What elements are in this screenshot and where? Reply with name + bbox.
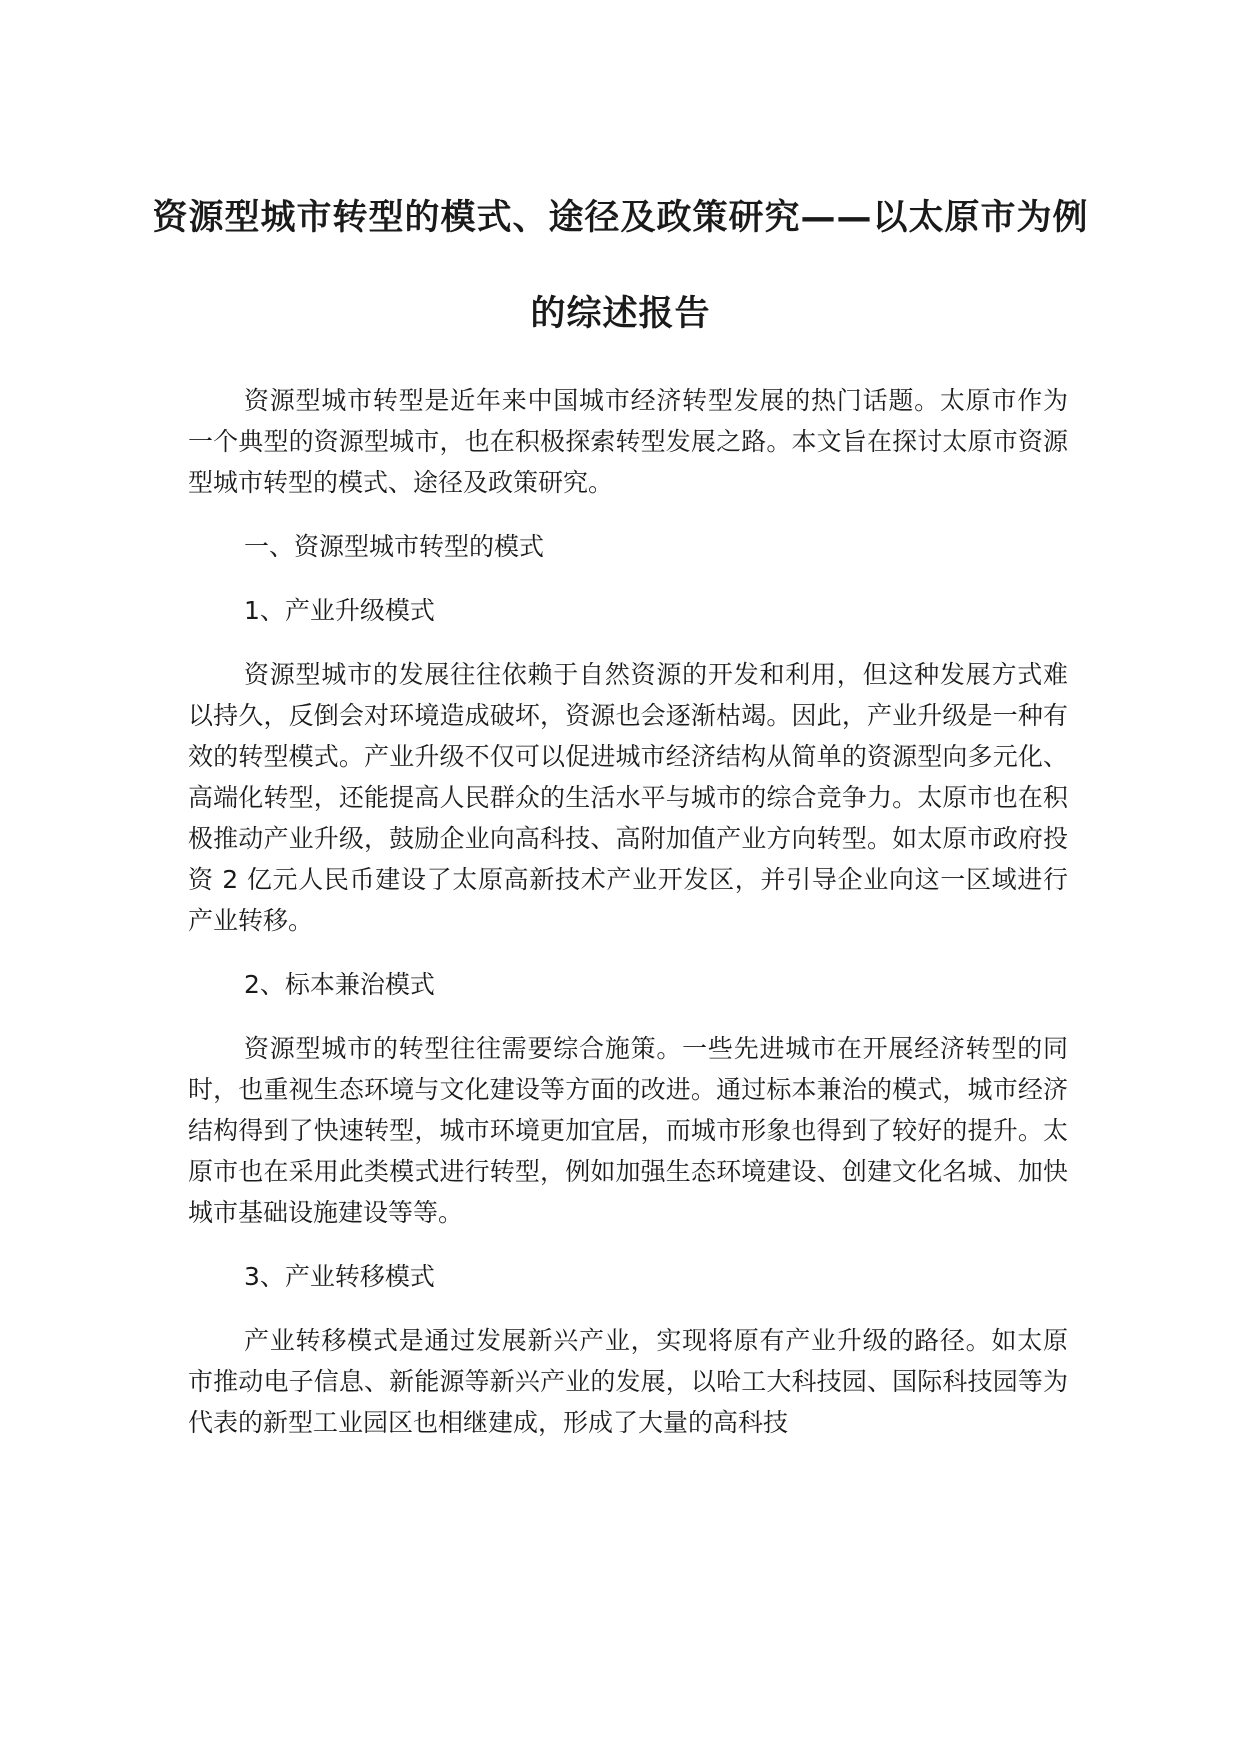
intro-paragraph: 资源型城市转型是近年来中国城市经济转型发展的热门话题。太原市作为一个典型的资源型城市，也在积极探索转型发展之路。本文旨在探讨太原市资源型城市转型的模式、途径及政策研究。 bbox=[188, 386, 1068, 497]
document-body bbox=[188, 380, 1068, 1466]
section-heading-1: 一、资源型城市转型的模式 bbox=[244, 532, 545, 561]
subsection-paragraph-1: 资源型城市的发展往往依赖于自然资源的开发和利用，但这种发展方式难以持久，反倒会对环境造成破坏，资源也会逐渐枯竭。因此，产业升级是一种有效的转型模式。产业升级不仅可以促进城市经济结构从简单的资源型向多元化、高端化转型，还能提高人民群众的生活水平与城市的综合竞争力。太原市也在积极推动产业升级，鼓励企业向高科技、高附加值产业方向转型。如太原市政府投资 2 亿元人民币建设了太原高新技术产业开发区，并引导企业向这一区域进行产业转移。 bbox=[188, 660, 1068, 935]
subsection-paragraph-2: 资源型城市的转型往往需要综合施策。一些先进城市在开展经济转型的同时，也重视生态环境与文化建设等方面的改进。通过标本兼治的模式，城市经济结构得到了快速转型，城市环境更加宜居，而城市形象也得到了较好的提升。太原市也在采用此类模式进行转型，例如加强生态环境建设、创建文化名城、加快城市基础设施建设等等。 bbox=[188, 1034, 1068, 1227]
document-title: 资源型城市转型的模式、途径及政策研究——以太原市为例的综述报告 bbox=[152, 198, 1089, 334]
subsection-heading-3: 3、产业转移模式 bbox=[244, 1262, 435, 1291]
subsection-paragraph-3: 产业转移模式是通过发展新兴产业，实现将原有产业升级的路径。如太原市推动电子信息、新能源等新兴产业的发展，以哈工大科技园、国际科技园等为代表的新型工业园区也相继建成，形成了大量的高科技 bbox=[188, 1326, 1068, 1437]
subsection-heading-1: 1、产业升级模式 bbox=[244, 596, 435, 625]
subsection-heading-2: 2、标本兼治模式 bbox=[244, 970, 435, 999]
